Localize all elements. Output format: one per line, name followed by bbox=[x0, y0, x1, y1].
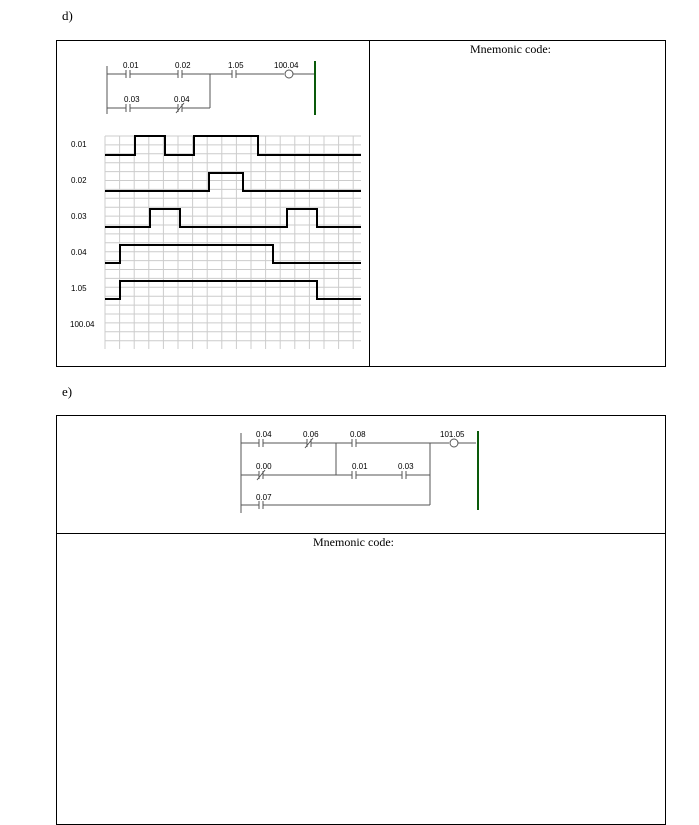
timing-grid bbox=[105, 136, 361, 349]
section-e-divider bbox=[56, 533, 666, 534]
contact-e-0.03-label: 0.03 bbox=[398, 462, 414, 471]
signal-label-0.02: 0.02 bbox=[71, 176, 87, 185]
section-e-label: e) bbox=[62, 384, 73, 399]
coil-e-101.05-label: 101.05 bbox=[440, 430, 465, 439]
waveform-0.03 bbox=[105, 209, 361, 227]
signal-label-100.04: 100.04 bbox=[70, 320, 95, 329]
waveforms bbox=[105, 136, 361, 299]
signal-label-0.03: 0.03 bbox=[71, 212, 87, 221]
section-d-diagram bbox=[0, 0, 699, 370]
waveform-0.01 bbox=[105, 136, 361, 155]
waveform-0.02 bbox=[105, 173, 361, 191]
contact-e-0.00-label: 0.00 bbox=[256, 462, 272, 471]
contact-e-0.06-label: 0.06 bbox=[303, 430, 319, 439]
contact-0.01-label: 0.01 bbox=[123, 61, 139, 70]
contact-e-0.07-label: 0.07 bbox=[256, 493, 272, 502]
ladder-diagram-d bbox=[107, 66, 314, 114]
contact-0.02-label: 0.02 bbox=[175, 61, 191, 70]
signal-label-1.05: 1.05 bbox=[71, 284, 87, 293]
section-e-mnemonic-label: Mnemonic code: bbox=[313, 535, 394, 549]
contact-1.05-label: 1.05 bbox=[228, 61, 244, 70]
contact-e-0.08-label: 0.08 bbox=[350, 430, 366, 439]
signal-label-0.04: 0.04 bbox=[71, 248, 87, 257]
signal-label-0.01: 0.01 bbox=[71, 140, 87, 149]
contact-0.04-label: 0.04 bbox=[174, 95, 190, 104]
contact-e-0.04-label: 0.04 bbox=[256, 430, 272, 439]
coil-100.04-label: 100.04 bbox=[274, 61, 299, 70]
section-d-mnemonic-label: Mnemonic code: bbox=[470, 42, 551, 56]
contact-0.03-label: 0.03 bbox=[124, 95, 140, 104]
contact-e-0.01-label: 0.01 bbox=[352, 462, 368, 471]
section-e-diagram bbox=[0, 415, 699, 533]
section-d-label: d) bbox=[62, 8, 73, 23]
